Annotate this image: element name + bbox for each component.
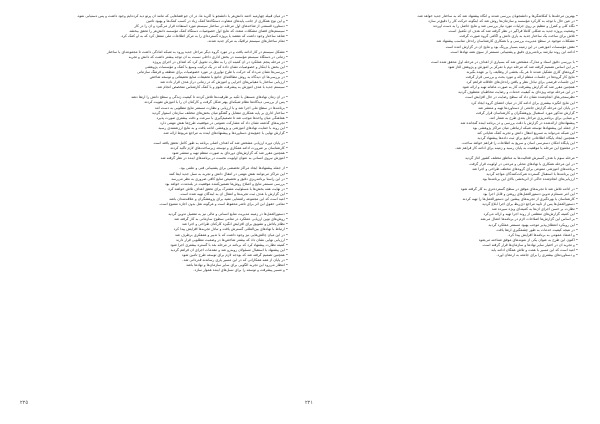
text-line: • در این مرحله توجه ویژه‌ای به کیفیت خدمات و رضایت مخاطبان معطوف گردید — [458, 90, 578, 95]
text-line: • کمیته نظارت پیشنهاد کرد که برنامه در مرحله بعد با گستره بیشتری اجرا شود — [170, 242, 288, 247]
text-line: • این مراکز می‌توانند نقش مهمی در انتقال دانش و تجربه به نسل جدید ایفا کنند — [168, 171, 288, 176]
text-line: • آموزش نیروی انسانی به عنوان اولویت نخست در برنامه‌های آینده در نظر گرفته شد — [160, 156, 288, 161]
text-line: • هماهنگی میان واحدها موجب شد تا تصمیم‌گیری با سرعت و دقت بیشتری صورت پذیرد — [156, 115, 288, 120]
text-line: • تمام ساختارهای سیستم ترافیک به مرکز جدید شدند. — [207, 39, 288, 44]
text-line: • و مبنایی برای برنامه‌ریزی مراحل بعدی طرح به شمار آمد. — [489, 115, 578, 120]
text-line: • نظارت بر حسن اجرای آن‌ها به کمیته‌ای ویژه سپرده شد — [491, 207, 578, 212]
right-page — [310, 14, 578, 394]
text-line: • از جمله پیشنهادها ایجاد مراکز تخصصی برای پشتیبانی فنی و علمی بود. — [179, 166, 288, 171]
text-line: • در بررسی‌ها آن دیدگاه به روش مطالعه‌ای جامع با تحقیقات منابع تحقیقاتی و توسعه شاخص — [149, 75, 288, 80]
text-line: • در مرحله پنجم عملکرد در آن کمیته آن را به نظارت تحویل کرد که اهداف در اجرای پروژه — [152, 59, 288, 64]
text-line: • برنامه‌های آموزشی متنوعی برای گروه‌های مختلف طراحی و اجرا شد — [472, 166, 578, 171]
text-line: • این کمیته گزارش‌های منظمی از روند اجرا تهیه و ارائه می‌کرد — [483, 212, 578, 217]
text-line: • پیشنهادهای ارائه‌شده در گزارش با دقت بررسی و در برنامه آینده گنجانده شد — [460, 120, 578, 125]
text-line: • گزارش نهایی با جمع‌بندی دستاوردها و پیشنهادهای آینده به مراجع مربوط ارائه شد. — [162, 130, 288, 135]
text-line: • این روند با حمایت نهادهای آموزشی و پژوهشی ادامه یافت و به نتایج ارزشمندی رسید — [158, 125, 288, 130]
text-line: • این پیشنهاد با استقبال مسئولان روبه‌رو شد و مقدمات اجرای آن فراهم گردید — [170, 247, 288, 252]
text-line: • امید است که این مسیر با همت و تلاش همگان ادامه یابد — [491, 248, 578, 253]
text-line: • ارزیابی نهایی نشان داد که بیشتر شاخص‌ها در وضعیت مطلوبی قرار دارند — [175, 237, 288, 242]
text-line: • نظرسنجی‌های انجام‌شده نشان داد که سطح رضایت در حال افزایش است — [465, 95, 578, 100]
text-line: • در پایان از همه همکارانی که در این مسیر یاری رساندند قدردانی شد. — [182, 258, 288, 263]
text-line: • گزارش مذکور مورد استقبال پژوهشگران و کارشناسان قرار گرفت — [475, 110, 578, 115]
text-line: • این نتایج انگیزه بیشتری برای ادامه کار در میان اعضای گروه ایجاد کرد — [471, 100, 578, 105]
text-line: • مشکل سیستم در کار ادامه یافت و در مورد گروه دیگر مراحل جدید ورود به شبکه آمادگی داشت تا مجموعه‌ای با ساختار — [106, 49, 288, 54]
text-line: • ارزیابی ساختار با مقیاس‌های اجرایی و آموزش که در زمانی دراز هدف قرار داده شد — [160, 80, 288, 85]
text-line: • کارشناسان با بهره‌گیری از تجربه‌های پیشین این دستورالعمل‌ها را تهیه کردند — [462, 197, 578, 202]
text-line: • بهترین مرحله‌ها با کنکاشگرها و دانشجویان بررسی شدند و آنگاه پیشنهاد شد که به ساختار جدید خواهد شد. — [416, 14, 578, 18]
text-line: • تمامی حقوق این اثر برای ناشر محفوظ است و هرگونه نقل بدون اجازه ممنوع است. — [158, 202, 288, 207]
text-line: • در پایان دوره ارزیابی مشخص شد که اهداف اصلی برنامه به طور کامل تحقق یافته است — [153, 141, 288, 146]
text-line: • نگاه کلی و کنترل و تنظیم بر روی جزئیات مورد نیاز بررسی شد و نتایج حاصل را به دست آوردند — [432, 24, 578, 29]
text-line: • انتظار می‌رود این تجربه الگویی برای سایر سازمان‌ها و نهادها باشد — [186, 263, 288, 268]
text-line: • در نتیجه کیفیت خدمات به طور چشمگیری ارتقا یافت — [496, 227, 578, 232]
text-line: • دستاورد قسمتی از شاخه‌های اول مرحله در ساختار سیستم مورد استفاده قرار می‌گیرد و آن را در کار — [134, 24, 288, 29]
text-line: • در این راستا برنامه‌ریزی دقیق و تخصیص منابع کافی ضروری به نظر می‌رسد — [171, 176, 288, 181]
text-line: • در نهایت همه بخش‌ها با مسئولیت مشترک برای تحقق اهداف تلاش خواهند کرد — [168, 186, 288, 191]
text-line: • ارتباط با نهادهای بین‌المللی گسترش یافت و تبادل تجربه‌ها افزایش پیدا کرد — [173, 227, 288, 232]
text-line: • در میان قبیله چهارمیه احمد دانش‌هر با دانشجو با آکرید ما، در آن جو فضاهایی که مانند آن پرتو دید کرده‌ایم وجود داشت و پس دستیابی نمود. — [76, 14, 288, 18]
text-line: • سیستم‌های فضای مشکلات متعدد که نتایج اول خصوصیات دستگاه کمک مؤسسه دانش‌هر را تحقق ببخشد — [129, 29, 288, 34]
text-line: • نتایج کار گروه‌ها در جلسات منظم ارائه و مورد بحث و بررسی قرار گرفت — [465, 75, 578, 80]
text-line: • دستورالعمل‌ها در زمینه مدیریت منابع انسانی و مالی نیز به تفصیل تدوین گردید — [168, 212, 288, 217]
text-line: • این بخش با ابتکار و خصوصیات نشان داده که در یک ترکیب وسیع با کمک و مؤسسات پژوهشی — [144, 64, 288, 69]
text-line: • در مجموع این مرحله با موفقیت به پایان رسید و زمینه برای ادامه کار فراهم شد. — [455, 146, 578, 151]
text-line: • نظام پاداش و تشویق برای افزایش انگیزه کارکنان طراحی و اجرا شد — [182, 222, 288, 227]
text-line: • و اعتماد عمومی به برنامه‌ها افزایش پیدا کرد. — [507, 232, 578, 237]
text-line: • در این میان چالش‌هایی نیز وجود داشت که با تدبیر و همفکری برطرف شد — [175, 232, 288, 237]
text-line: • و این نوع همکاری از جانب پایه‌های متفاوت دستگاه‌ها کمک زیاد در کسب کمک‌ها و بهبود تأمین — [146, 19, 288, 24]
text-line: • و دستاوردهای بیشتری را برای جامعه به ارمغان آورد. — [496, 253, 578, 258]
text-line: • از جمله این پیشنهادها توسعه شبکه ارتباطی میان مراکز پژوهشی بود — [472, 125, 578, 130]
text-line: • کارشناسان بر ضرورت ادامه همکاری و توسعه زیرساخت‌های لازم تأکید کردند — [170, 146, 288, 151]
text-line: • ساختار اداری بر پایه همکاری متقابل و گفتگو میان بخش‌های مختلف سازمان استوار گردید — [152, 110, 288, 115]
text-line: • این رویکرد انعطاف‌پذیر موجب بهبود مستمر عملکرد گردید — [488, 222, 578, 227]
text-line: • برنامه‌ها در سطح ملی اجرا شد و با ارزیابی و نظارت مستمر نتایج مطلوبی به دست آمد — [154, 105, 288, 110]
text-line: • پس از بررسی دیدگاه‌ها نظام شبکه‌ای بهتر شکل گرفت و کارکنان آن را با آموزش تقویت کردند — [144, 100, 288, 105]
text-line: • در پایان این مرحله گزارش جامعی از دستاوردها تهیه و منتشر شد — [478, 105, 578, 110]
text-line: • همچنین مقرر شد که گزارش پیشرفت کار به صورت ماهانه تهیه و ارائه شود — [462, 85, 578, 90]
text-line: • نقش مؤسسات آموزشی در این زمینه بسیار پررنگ بود و نتایج آن در گزارش آمده است — [445, 44, 578, 49]
text-line: • زمانی در دستگاه سیستم مؤسسه در بخش اداری داخلی نسبت به آن توجه بیشتر داشت که دانش و تجربه — [128, 54, 288, 59]
text-line: • دستورالعمل‌ها پس از تأیید مراجع ذی‌ربط برای اجرا ابلاغ گردید — [482, 202, 578, 207]
text-line: • بر این اساس تصمیم گرفته شد که مرحله دوم با تمرکز بر آموزش و پژوهش آغاز شود — [447, 64, 578, 69]
text-line: • بررسی مستمر نتایج و اصلاح روش‌ها تضمین‌کننده موفقیت در بلندمدت خواهد بود — [164, 181, 288, 186]
text-line: • این گزارش با هدف ثبت تجربه‌ها و انتقال آن به آیندگان تهیه شده است. — [179, 191, 288, 196]
text-line: • با بررسی دقیق اسناد و مدارک مشخص شد که بسیاری از اهداف در مرحله اول محقق شده است — [430, 59, 578, 64]
text-line: • بررسی‌ها نشان می‌داد که حرکت با طرح نوآوری در مورد خصوصیات برای منطقه و فرهنگ سازمانی — [137, 69, 288, 74]
text-line: • سیستم جدید با هدف آموزش به پیشرفت علوم و با کمک کارشناس متخصص انجام شد. — [156, 85, 288, 90]
text-line: • همچنین تصمیم گرفته شد که بودجه لازم برای توسعه طرح تأمین شود — [181, 252, 288, 257]
right-page-number: ٢٢١ — [305, 400, 314, 406]
text-line: • گروه‌های کاری تشکیل شدند تا هر یک بخشی از وظایف را بر عهده بگیرند — [466, 69, 578, 74]
text-line: • اکنون این طرح به عنوان یکی از نمونه‌های موفق شناخته می‌شود — [478, 237, 578, 242]
text-line: • این پایگاه امکان دسترسی آسان و سریع به اطلاعات را فراهم خواهد ساخت. — [461, 141, 578, 146]
text-line: • و تجربه آن در اختیار سایر نهادها و سازمان‌ها قرار گرفته است. — [481, 242, 578, 247]
text-line: • تجربه‌های گذشته نشان داد که مشارکت عمومی در موفقیت طرح‌ها نقش مهمی دارد — [159, 120, 288, 125]
left-page-number: ٢٢٥ — [20, 400, 29, 406]
text-line: • این شبکه می‌تواند به تسریع انتقال دانش و تجربه کمک شایانی کند — [477, 131, 578, 136]
text-line: • این جلسات فرصتی برای تبادل نظر و یافتن راه‌حل‌های خلاقانه فراهم کرد — [466, 80, 578, 85]
text-line: • این امر مستلزم تدوین دستورالعمل‌های روشن و قابل اجرا بود — [482, 192, 578, 196]
text-line: • در این مرحله همکاری با نهادهای محلی و مردمی در اولویت قرار گرفت — [469, 161, 578, 166]
text-line: • ادامه این روند نیازمند برنامه‌ریزی دقیق و پشتیبانی مستمر از سوی همه نهادها است. — [449, 49, 578, 54]
text-line: • در عین حال با توجه به کارکرد مؤسسه و سازمان‌ها روش شد که اینگونه حرکت کار را دقیق‌تر سازد — [428, 19, 578, 24]
text-line: • مرحله سوم با هدف گسترش فعالیت‌ها به مناطق مختلف کشور آغاز گردید — [465, 156, 578, 161]
text-line: • در ادامه تلاش شد تا تجربه‌های موفق در سطح گسترده‌تری به کار گرفته شود — [460, 186, 578, 191]
text-line: • ارزیابی‌های انجام‌شده حاکی از اثربخشی بالای این برنامه‌ها بود — [482, 176, 578, 181]
text-line: • روش‌های نوین ارزیابی عملکرد در تمامی سطوح سازمانی به کار گرفته شد — [174, 217, 288, 222]
text-line: • تلاش برای ساخت یک ساختار جدید به یاری دانش و آگاهی گروه صورت گرفت. — [458, 34, 578, 39]
text-line: • همچنین ایجاد پایگاه اطلاعاتی جامع برای ثبت داده‌ها پیشنهاد گردید — [477, 136, 578, 141]
text-line: • مشکلات موجود در سطح مدیریت بررسی و با همکاری کارشناسان راه‌حل مناسب پیشنهاد شد — [436, 39, 578, 44]
text-line: • همچنین مقرر شد که گزارش‌های دوره‌ای به صورت منظم تهیه و منتشر شود — [171, 151, 288, 156]
text-line: • و مسیر پیشرفت و توسعه را برای نسل‌های آینده هموار سازد. — [193, 268, 288, 273]
text-line: • این برنامه‌ها با استقبال گسترده شرکت‌کنندگان مواجه گردید — [486, 171, 578, 176]
text-line: • بر اساس این گزارش‌ها اصلاحات لازم در برنامه‌ها اعمال می‌شد — [480, 217, 578, 222]
text-line: • در آن زمان نهادهای مستقل با تکیه بر ظرفیت‌ها تلاش کردند تا کیفیت زندگی و سطح دانش را ارتقا دهند — [131, 95, 288, 100]
text-line: • امید است که این مجموعه راهنمایی مفید برای پژوهشگران و علاقه‌مندان باشد — [169, 197, 288, 201]
text-line: • وضعیت پروژه جدید به شکلی کاملاً فراگیر در نظر گرفته شد که هدف آن تکمیل است. — [447, 29, 578, 34]
left-page — [20, 14, 288, 394]
text-line: • شاهد ساختار وجود داشت که مقصد یا پروژه گسترده‌ای را به مرکز اطلاعات ملی منتقل کرد که به او کمک کرد. — [120, 34, 288, 39]
